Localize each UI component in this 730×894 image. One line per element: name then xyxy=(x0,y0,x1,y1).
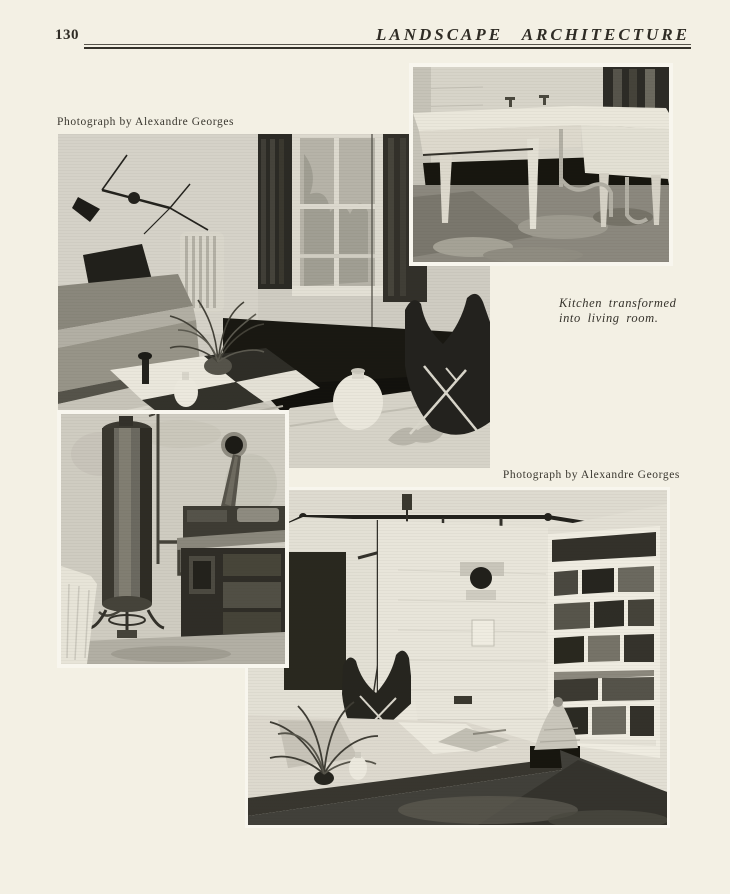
round-vent xyxy=(470,567,492,589)
small-frame xyxy=(472,620,494,646)
photo-living-room-bookshelves xyxy=(245,487,670,828)
photo-boiler-stove xyxy=(57,410,289,668)
door-panel xyxy=(284,552,346,690)
photo-credit-top: Photograph by Alexandre Georges xyxy=(57,116,235,128)
kitchen-caption-line2: into living room. xyxy=(559,311,659,325)
flue-hole xyxy=(221,432,247,458)
cast-iron-stove xyxy=(177,506,285,640)
photo-kitchen-sink xyxy=(409,63,673,266)
kitchen-caption xyxy=(559,296,677,326)
journal-title: LANDSCAPE ARCHITECTURE xyxy=(375,25,690,44)
photo-credit-bottom: Photograph by Alexandre Georges xyxy=(502,469,680,481)
header-rule-thin xyxy=(84,44,691,45)
floor xyxy=(413,185,669,262)
kitchen-caption-line1: Kitchen transformed xyxy=(559,296,677,310)
page-number: 130 xyxy=(55,27,79,43)
header-rule-thick xyxy=(84,47,691,49)
